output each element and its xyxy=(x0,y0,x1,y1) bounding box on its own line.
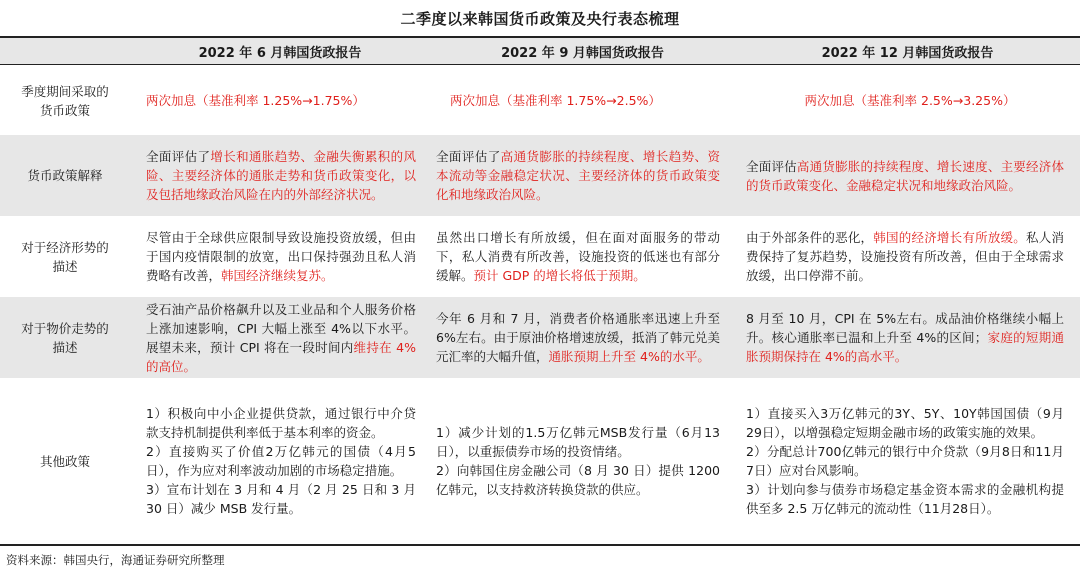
cell-economy-september xyxy=(436,216,720,297)
cell-text: 2）直接购买了价值2万亿韩元的国债（4月5日），作为应对利率波动加剧的市场稳定措施。 xyxy=(146,444,416,478)
highlight-text: 高通货膨胀的持续程度、增长速度、主要经济体的货币政策变化、金融稳定状况和地缘政治风险。 xyxy=(746,158,1064,193)
column-header-september: 2022 年 9 月韩国货政报告 xyxy=(430,38,735,64)
row-label-monetary-policy: 季度期间采取的货币政策 xyxy=(21,83,109,118)
cell-text: 由于外部条件的恶化， xyxy=(746,230,874,245)
cell-prices-december xyxy=(746,297,1064,378)
highlight-text: 维持在 4%的高位。 xyxy=(146,339,416,374)
row-label-price-outlook: 对于物价走势的描述 xyxy=(21,320,109,355)
cell-text: 尽管由于全球供应限制导致设施投资放缓，但由于国内疫情限制的放宽，出口保持强劲且私人消费略有改善， xyxy=(146,230,416,283)
cell-policy-december xyxy=(750,66,1070,135)
cell-text: 1）积极向中小企业提供贷款，通过银行中介贷款支持机制提供利率低于基本利率的资金。 xyxy=(146,406,416,440)
highlight-text: 通胀预期上升至 4%的水平。 xyxy=(548,349,710,364)
cell-text: 私人消费保持了复苏趋势，设施投资有所改善，但由于全球需求放缓，出口停滞不前。 xyxy=(746,230,1064,283)
highlight-text: 高通货膨胀的持续程度、增长趋势、资本流动等金融稳定状况、主要经济体的货币政策变化和地缘政治风险。 xyxy=(436,149,720,202)
highlight-text: 韩国经济继续复苏。 xyxy=(221,268,334,283)
highlight-text: 家庭的短期通胀预期保持在 4%的高水平。 xyxy=(746,330,1064,364)
cell-text: 今年 6 月和 7 月，消费者价格通胀率迅速上升至 6%左右。由于原油价格增速放缓，抵消了韩元兑美元汇率的大幅升值， xyxy=(436,311,720,364)
cell-text: 1）直接买入3万亿韩元的3Y、5Y、10Y韩国国债（9月29日），以增强稳定短期金融市场的政策实施的效果。 xyxy=(746,406,1064,440)
cell-text: 2）分配总计700亿韩元的银行中介贷款（9月8日和11月7日）应对台风影响。 xyxy=(746,444,1064,478)
cell-explanation-september xyxy=(436,135,720,216)
cell-policy-june xyxy=(146,66,426,135)
cell-explanation-june xyxy=(146,135,416,216)
highlight-text: 两次加息（基准利率 1.75%→2.5%） xyxy=(450,93,661,108)
bottom-rule xyxy=(0,544,1080,546)
highlight-text: 增长和通胀趋势、金融失衡累积的风险、主要经济体的通胀走势和货币政策变化，以及包括地缘政治风险在内的外部经济状况。 xyxy=(146,149,416,202)
cell-other-december xyxy=(746,378,1064,544)
cell-explanation-december xyxy=(746,135,1064,216)
row-label-economic-outlook: 对于经济形势的描述 xyxy=(21,239,109,274)
row-label-policy-explanation: 货币政策解释 xyxy=(27,168,103,183)
cell-prices-september xyxy=(436,297,720,378)
highlight-text: 两次加息（基准利率 1.25%→1.75%） xyxy=(146,93,365,108)
highlight-text: 韩国的经济增长有所放缓。 xyxy=(873,230,1027,245)
cell-text: 3）计划向参与债券市场稳定基金资本需求的金融机构提供至多 2.5 万亿韩元的流动性（11月28日）。 xyxy=(746,482,1064,516)
highlight-text: 预计 GDP 的增长将低于预期。 xyxy=(473,268,646,283)
cell-text: 全面评估 xyxy=(746,158,797,174)
cell-text: 受石油产品价格飙升以及工业品和个人服务价格上涨加速影响，CPI 大幅上涨至 4%以下水平。 展望未来，预计 CPI 将在一段时间内 xyxy=(146,301,416,355)
cell-text: 3）宣布计划在 3 月和 4 月（2 月 25 日和 3 月 30 日）减少 MSB 发行量。 xyxy=(146,482,416,516)
column-header-june: 2022 年 6 月韩国货政报告 xyxy=(130,38,430,64)
header-rule xyxy=(0,64,1080,65)
cell-text: 2）向韩国住房金融公司（8 月 30 日）提供 1200 亿韩元，以支持救济转换贷款的供应。 xyxy=(436,463,720,497)
cell-text: 虽然出口增长有所放缓，但在面对面服务的带动下，私人消费有所改善，设施投资的低迷也有部分缓解。 xyxy=(436,230,720,283)
source-note: 资料来源：韩国央行，海通证券研究所整理 xyxy=(6,553,225,567)
cell-economy-december xyxy=(746,216,1064,297)
table-title: 二季度以来韩国货币政策及央行表态梳理 xyxy=(400,9,680,28)
cell-text: 1）减少计划的1.5万亿韩元MSB发行量（6月13日），以重振债券市场的投资情绪。 xyxy=(436,425,720,459)
cell-policy-september xyxy=(450,66,730,135)
cell-other-june xyxy=(146,378,416,544)
highlight-text: 两次加息（基准利率 2.5%→3.25%） xyxy=(804,93,1016,108)
column-header-december: 2022 年 12 月韩国货政报告 xyxy=(735,38,1080,64)
cell-economy-june xyxy=(146,216,416,297)
row-label-other-policies: 其他政策 xyxy=(39,453,90,469)
cell-text: 全面评估了 xyxy=(146,149,211,164)
cell-text: 全面评估了 xyxy=(436,149,501,164)
cell-prices-june xyxy=(146,297,416,378)
cell-text: 8 月至 10 月，CPI 在 5%左右。成品油价格继续小幅上升。核心通胀率已温和上升至 4%的区间； xyxy=(746,311,1064,345)
cell-other-september xyxy=(436,378,720,544)
